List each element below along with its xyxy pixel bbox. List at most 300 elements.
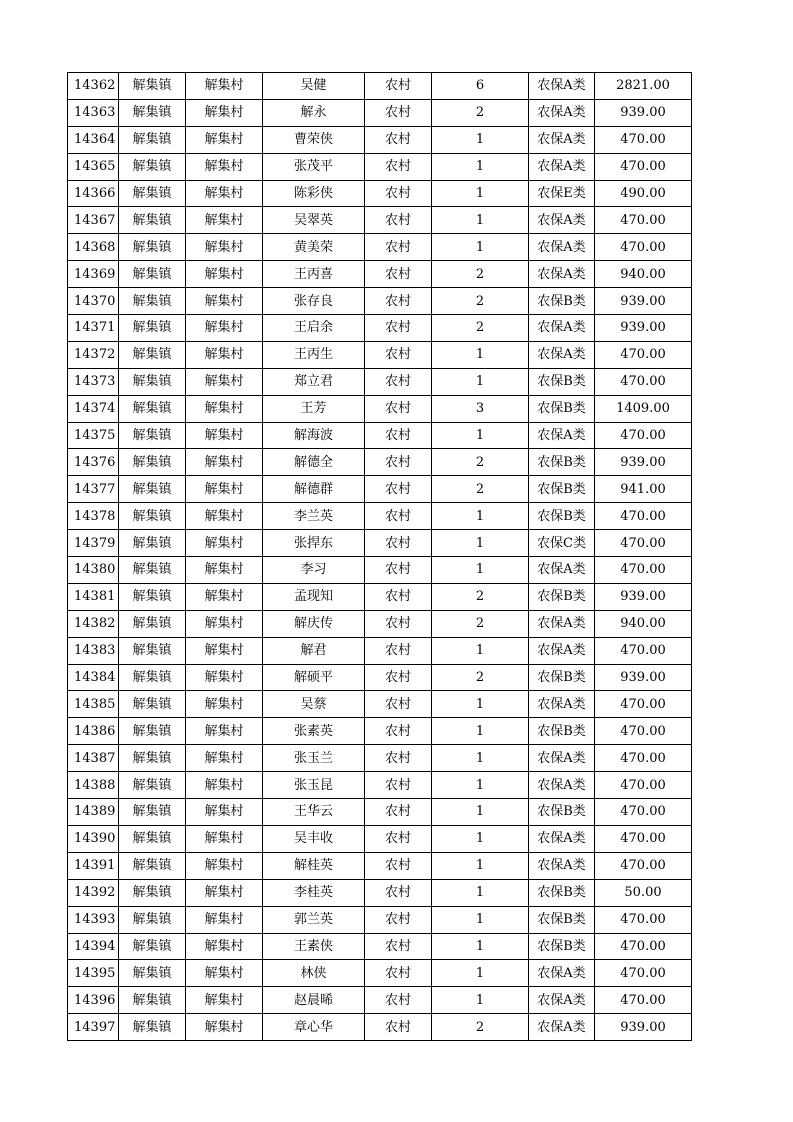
name-cell: 吴翠英 <box>263 207 365 234</box>
member-count-cell: 1 <box>432 503 529 530</box>
household-type-cell: 农村 <box>365 906 432 933</box>
record-id-cell: 14384 <box>68 664 119 691</box>
town-cell: 解集镇 <box>119 422 186 449</box>
member-count-cell: 2 <box>432 476 529 503</box>
name-cell: 解德全 <box>263 449 365 476</box>
village-cell: 解集村 <box>186 933 263 960</box>
amount-cell: 939.00 <box>595 583 692 610</box>
town-cell: 解集镇 <box>119 745 186 772</box>
village-cell: 解集村 <box>186 476 263 503</box>
category-cell: 农保B类 <box>529 718 595 745</box>
record-id-cell: 14373 <box>68 368 119 395</box>
name-cell: 解永 <box>263 99 365 126</box>
record-id-cell: 14391 <box>68 852 119 879</box>
category-cell: 农保A类 <box>529 610 595 637</box>
household-type-cell: 农村 <box>365 799 432 826</box>
town-cell: 解集镇 <box>119 234 186 261</box>
name-cell: 王丙喜 <box>263 261 365 288</box>
name-cell: 陈彩侠 <box>263 180 365 207</box>
record-id-cell: 14394 <box>68 933 119 960</box>
record-id-cell: 14392 <box>68 879 119 906</box>
village-cell: 解集村 <box>186 745 263 772</box>
member-count-cell: 1 <box>432 691 529 718</box>
category-cell: 农保A类 <box>529 126 595 153</box>
name-cell: 张玉昆 <box>263 772 365 799</box>
amount-cell: 470.00 <box>595 960 692 987</box>
village-cell: 解集村 <box>186 449 263 476</box>
category-cell: 农保A类 <box>529 987 595 1014</box>
town-cell: 解集镇 <box>119 315 186 342</box>
household-type-cell: 农村 <box>365 852 432 879</box>
table-row <box>68 799 692 826</box>
table-body <box>68 73 692 1041</box>
table-row <box>68 341 692 368</box>
member-count-cell: 3 <box>432 395 529 422</box>
household-type-cell: 农村 <box>365 960 432 987</box>
household-type-cell: 农村 <box>365 691 432 718</box>
category-cell: 农保B类 <box>529 288 595 315</box>
amount-cell: 470.00 <box>595 718 692 745</box>
town-cell: 解集镇 <box>119 879 186 906</box>
town-cell: 解集镇 <box>119 395 186 422</box>
name-cell: 王启余 <box>263 315 365 342</box>
name-cell: 王素侠 <box>263 933 365 960</box>
table-row <box>68 960 692 987</box>
village-cell: 解集村 <box>186 73 263 100</box>
household-type-cell: 农村 <box>365 476 432 503</box>
name-cell: 解君 <box>263 637 365 664</box>
village-cell: 解集村 <box>186 852 263 879</box>
amount-cell: 50.00 <box>595 879 692 906</box>
record-id-cell: 14372 <box>68 341 119 368</box>
amount-cell: 470.00 <box>595 126 692 153</box>
category-cell: 农保C类 <box>529 530 595 557</box>
village-cell: 解集村 <box>186 772 263 799</box>
amount-cell: 470.00 <box>595 691 692 718</box>
amount-cell: 939.00 <box>595 664 692 691</box>
member-count-cell: 1 <box>432 180 529 207</box>
town-cell: 解集镇 <box>119 530 186 557</box>
table-row <box>68 825 692 852</box>
household-type-cell: 农村 <box>365 1014 432 1041</box>
town-cell: 解集镇 <box>119 73 186 100</box>
household-type-cell: 农村 <box>365 73 432 100</box>
category-cell: 农保B类 <box>529 879 595 906</box>
household-type-cell: 农村 <box>365 530 432 557</box>
category-cell: 农保A类 <box>529 637 595 664</box>
village-cell: 解集村 <box>186 126 263 153</box>
village-cell: 解集村 <box>186 906 263 933</box>
name-cell: 李兰英 <box>263 503 365 530</box>
amount-cell: 2821.00 <box>595 73 692 100</box>
town-cell: 解集镇 <box>119 583 186 610</box>
member-count-cell: 1 <box>432 799 529 826</box>
town-cell: 解集镇 <box>119 99 186 126</box>
category-cell: 农保A类 <box>529 557 595 584</box>
category-cell: 农保A类 <box>529 99 595 126</box>
village-cell: 解集村 <box>186 422 263 449</box>
name-cell: 解海波 <box>263 422 365 449</box>
household-type-cell: 农村 <box>365 153 432 180</box>
member-count-cell: 1 <box>432 530 529 557</box>
name-cell: 张茂平 <box>263 153 365 180</box>
table-row <box>68 126 692 153</box>
town-cell: 解集镇 <box>119 691 186 718</box>
category-cell: 农保A类 <box>529 745 595 772</box>
household-type-cell: 农村 <box>365 449 432 476</box>
village-cell: 解集村 <box>186 1014 263 1041</box>
member-count-cell: 1 <box>432 906 529 933</box>
household-type-cell: 农村 <box>365 557 432 584</box>
member-count-cell: 2 <box>432 1014 529 1041</box>
table-row <box>68 637 692 664</box>
name-cell: 吴蔡 <box>263 691 365 718</box>
category-cell: 农保A类 <box>529 315 595 342</box>
name-cell: 郭兰英 <box>263 906 365 933</box>
amount-cell: 939.00 <box>595 315 692 342</box>
amount-cell: 470.00 <box>595 906 692 933</box>
table-row <box>68 879 692 906</box>
name-cell: 张捍东 <box>263 530 365 557</box>
record-id-cell: 14385 <box>68 691 119 718</box>
household-type-cell: 农村 <box>365 288 432 315</box>
table-row <box>68 315 692 342</box>
village-cell: 解集村 <box>186 799 263 826</box>
town-cell: 解集镇 <box>119 476 186 503</box>
category-cell: 农保B类 <box>529 583 595 610</box>
town-cell: 解集镇 <box>119 207 186 234</box>
member-count-cell: 1 <box>432 852 529 879</box>
household-type-cell: 农村 <box>365 99 432 126</box>
town-cell: 解集镇 <box>119 960 186 987</box>
category-cell: 农保A类 <box>529 341 595 368</box>
amount-cell: 1409.00 <box>595 395 692 422</box>
table-row <box>68 610 692 637</box>
name-cell: 解德群 <box>263 476 365 503</box>
village-cell: 解集村 <box>186 395 263 422</box>
table-row <box>68 745 692 772</box>
record-id-cell: 14381 <box>68 583 119 610</box>
amount-cell: 940.00 <box>595 261 692 288</box>
name-cell: 吴丰收 <box>263 825 365 852</box>
category-cell: 农保B类 <box>529 476 595 503</box>
name-cell: 解庆传 <box>263 610 365 637</box>
town-cell: 解集镇 <box>119 852 186 879</box>
table-row <box>68 987 692 1014</box>
member-count-cell: 2 <box>432 261 529 288</box>
record-id-cell: 14368 <box>68 234 119 261</box>
town-cell: 解集镇 <box>119 799 186 826</box>
amount-cell: 470.00 <box>595 153 692 180</box>
village-cell: 解集村 <box>186 261 263 288</box>
table-row <box>68 449 692 476</box>
amount-cell: 939.00 <box>595 449 692 476</box>
record-id-cell: 14382 <box>68 610 119 637</box>
record-id-cell: 14377 <box>68 476 119 503</box>
category-cell: 农保B类 <box>529 933 595 960</box>
category-cell: 农保A类 <box>529 153 595 180</box>
village-cell: 解集村 <box>186 960 263 987</box>
name-cell: 张存良 <box>263 288 365 315</box>
category-cell: 农保A类 <box>529 1014 595 1041</box>
member-count-cell: 1 <box>432 368 529 395</box>
table-row <box>68 664 692 691</box>
table-row <box>68 772 692 799</box>
record-id-cell: 14367 <box>68 207 119 234</box>
table-row <box>68 1014 692 1041</box>
record-id-cell: 14376 <box>68 449 119 476</box>
town-cell: 解集镇 <box>119 368 186 395</box>
village-cell: 解集村 <box>186 879 263 906</box>
amount-cell: 470.00 <box>595 557 692 584</box>
amount-cell: 470.00 <box>595 503 692 530</box>
household-type-cell: 农村 <box>365 987 432 1014</box>
household-type-cell: 农村 <box>365 583 432 610</box>
town-cell: 解集镇 <box>119 637 186 664</box>
category-cell: 农保E类 <box>529 180 595 207</box>
household-type-cell: 农村 <box>365 234 432 261</box>
table-row <box>68 906 692 933</box>
town-cell: 解集镇 <box>119 664 186 691</box>
town-cell: 解集镇 <box>119 341 186 368</box>
village-cell: 解集村 <box>186 718 263 745</box>
amount-cell: 470.00 <box>595 852 692 879</box>
amount-cell: 490.00 <box>595 180 692 207</box>
member-count-cell: 1 <box>432 341 529 368</box>
town-cell: 解集镇 <box>119 449 186 476</box>
name-cell: 孟现知 <box>263 583 365 610</box>
household-type-cell: 农村 <box>365 718 432 745</box>
household-type-cell: 农村 <box>365 315 432 342</box>
member-count-cell: 2 <box>432 288 529 315</box>
table-row <box>68 368 692 395</box>
amount-cell: 470.00 <box>595 530 692 557</box>
village-cell: 解集村 <box>186 207 263 234</box>
village-cell: 解集村 <box>186 557 263 584</box>
member-count-cell: 1 <box>432 422 529 449</box>
amount-cell: 470.00 <box>595 987 692 1014</box>
name-cell: 王丙生 <box>263 341 365 368</box>
member-count-cell: 1 <box>432 879 529 906</box>
name-cell: 解桂英 <box>263 852 365 879</box>
village-cell: 解集村 <box>186 153 263 180</box>
member-count-cell: 1 <box>432 557 529 584</box>
amount-cell: 470.00 <box>595 745 692 772</box>
member-count-cell: 1 <box>432 825 529 852</box>
table-row <box>68 395 692 422</box>
name-cell: 吴健 <box>263 73 365 100</box>
member-count-cell: 1 <box>432 987 529 1014</box>
record-id-cell: 14378 <box>68 503 119 530</box>
category-cell: 农保B类 <box>529 906 595 933</box>
table-row <box>68 852 692 879</box>
name-cell: 郑立君 <box>263 368 365 395</box>
household-type-cell: 农村 <box>365 933 432 960</box>
category-cell: 农保B类 <box>529 799 595 826</box>
village-cell: 解集村 <box>186 583 263 610</box>
name-cell: 黄美荣 <box>263 234 365 261</box>
name-cell: 解硕平 <box>263 664 365 691</box>
record-id-cell: 14397 <box>68 1014 119 1041</box>
town-cell: 解集镇 <box>119 288 186 315</box>
household-type-cell: 农村 <box>365 341 432 368</box>
category-cell: 农保A类 <box>529 234 595 261</box>
member-count-cell: 2 <box>432 664 529 691</box>
household-type-cell: 农村 <box>365 422 432 449</box>
village-cell: 解集村 <box>186 315 263 342</box>
record-id-cell: 14386 <box>68 718 119 745</box>
household-type-cell: 农村 <box>365 745 432 772</box>
record-id-cell: 14390 <box>68 825 119 852</box>
category-cell: 农保B类 <box>529 664 595 691</box>
name-cell: 林侠 <box>263 960 365 987</box>
town-cell: 解集镇 <box>119 126 186 153</box>
member-count-cell: 1 <box>432 126 529 153</box>
table-row <box>68 530 692 557</box>
town-cell: 解集镇 <box>119 557 186 584</box>
record-id-cell: 14379 <box>68 530 119 557</box>
town-cell: 解集镇 <box>119 933 186 960</box>
member-count-cell: 6 <box>432 73 529 100</box>
table-row <box>68 422 692 449</box>
table-row <box>68 933 692 960</box>
member-count-cell: 1 <box>432 234 529 261</box>
table-row <box>68 288 692 315</box>
amount-cell: 470.00 <box>595 422 692 449</box>
village-cell: 解集村 <box>186 825 263 852</box>
category-cell: 农保B类 <box>529 449 595 476</box>
member-count-cell: 1 <box>432 153 529 180</box>
record-id-cell: 14369 <box>68 261 119 288</box>
name-cell: 王芳 <box>263 395 365 422</box>
category-cell: 农保A类 <box>529 73 595 100</box>
record-id-cell: 14395 <box>68 960 119 987</box>
member-count-cell: 1 <box>432 637 529 664</box>
household-type-cell: 农村 <box>365 664 432 691</box>
record-id-cell: 14375 <box>68 422 119 449</box>
table-row <box>68 99 692 126</box>
town-cell: 解集镇 <box>119 503 186 530</box>
town-cell: 解集镇 <box>119 987 186 1014</box>
record-id-cell: 14393 <box>68 906 119 933</box>
table-row <box>68 503 692 530</box>
record-id-cell: 14366 <box>68 180 119 207</box>
record-id-cell: 14363 <box>68 99 119 126</box>
table-row <box>68 261 692 288</box>
table-row <box>68 73 692 100</box>
category-cell: 农保B类 <box>529 503 595 530</box>
name-cell: 李习 <box>263 557 365 584</box>
village-cell: 解集村 <box>186 530 263 557</box>
amount-cell: 470.00 <box>595 772 692 799</box>
village-cell: 解集村 <box>186 368 263 395</box>
town-cell: 解集镇 <box>119 825 186 852</box>
category-cell: 农保A类 <box>529 422 595 449</box>
category-cell: 农保A类 <box>529 691 595 718</box>
amount-cell: 470.00 <box>595 799 692 826</box>
amount-cell: 470.00 <box>595 234 692 261</box>
category-cell: 农保A类 <box>529 960 595 987</box>
village-cell: 解集村 <box>186 99 263 126</box>
record-id-cell: 14364 <box>68 126 119 153</box>
household-type-cell: 农村 <box>365 368 432 395</box>
record-id-cell: 14380 <box>68 557 119 584</box>
record-id-cell: 14362 <box>68 73 119 100</box>
amount-cell: 939.00 <box>595 1014 692 1041</box>
town-cell: 解集镇 <box>119 153 186 180</box>
name-cell: 章心华 <box>263 1014 365 1041</box>
village-cell: 解集村 <box>186 234 263 261</box>
amount-cell: 470.00 <box>595 207 692 234</box>
member-count-cell: 1 <box>432 772 529 799</box>
household-type-cell: 农村 <box>365 395 432 422</box>
record-id-cell: 14389 <box>68 799 119 826</box>
table-row <box>68 691 692 718</box>
table-row <box>68 583 692 610</box>
household-type-cell: 农村 <box>365 637 432 664</box>
amount-cell: 941.00 <box>595 476 692 503</box>
village-cell: 解集村 <box>186 288 263 315</box>
town-cell: 解集镇 <box>119 1014 186 1041</box>
household-type-cell: 农村 <box>365 126 432 153</box>
amount-cell: 470.00 <box>595 637 692 664</box>
table-row <box>68 557 692 584</box>
member-count-cell: 1 <box>432 960 529 987</box>
name-cell: 张玉兰 <box>263 745 365 772</box>
household-type-cell: 农村 <box>365 207 432 234</box>
record-id-cell: 14387 <box>68 745 119 772</box>
village-cell: 解集村 <box>186 664 263 691</box>
town-cell: 解集镇 <box>119 180 186 207</box>
village-cell: 解集村 <box>186 691 263 718</box>
amount-cell: 939.00 <box>595 99 692 126</box>
town-cell: 解集镇 <box>119 261 186 288</box>
table-row <box>68 180 692 207</box>
town-cell: 解集镇 <box>119 718 186 745</box>
town-cell: 解集镇 <box>119 610 186 637</box>
name-cell: 李桂英 <box>263 879 365 906</box>
household-type-cell: 农村 <box>365 772 432 799</box>
category-cell: 农保A类 <box>529 261 595 288</box>
table-row <box>68 234 692 261</box>
household-type-cell: 农村 <box>365 879 432 906</box>
town-cell: 解集镇 <box>119 906 186 933</box>
amount-cell: 470.00 <box>595 368 692 395</box>
table-row <box>68 153 692 180</box>
amount-cell: 939.00 <box>595 288 692 315</box>
name-cell: 曹荣侠 <box>263 126 365 153</box>
household-type-cell: 农村 <box>365 610 432 637</box>
member-count-cell: 1 <box>432 718 529 745</box>
category-cell: 农保B类 <box>529 395 595 422</box>
member-count-cell: 1 <box>432 933 529 960</box>
town-cell: 解集镇 <box>119 772 186 799</box>
village-cell: 解集村 <box>186 341 263 368</box>
member-count-cell: 1 <box>432 207 529 234</box>
household-type-cell: 农村 <box>365 825 432 852</box>
village-cell: 解集村 <box>186 987 263 1014</box>
member-count-cell: 2 <box>432 315 529 342</box>
household-type-cell: 农村 <box>365 503 432 530</box>
table-row <box>68 476 692 503</box>
category-cell: 农保A类 <box>529 852 595 879</box>
record-id-cell: 14396 <box>68 987 119 1014</box>
member-count-cell: 2 <box>432 99 529 126</box>
record-id-cell: 14371 <box>68 315 119 342</box>
record-id-cell: 14374 <box>68 395 119 422</box>
household-type-cell: 农村 <box>365 180 432 207</box>
amount-cell: 470.00 <box>595 825 692 852</box>
